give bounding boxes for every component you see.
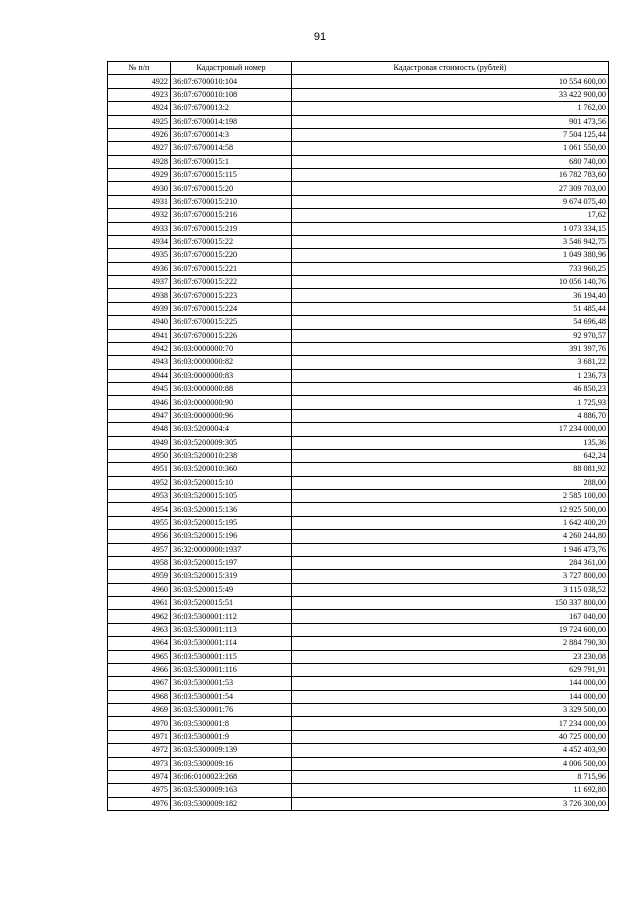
cadastral-number-cell: 36:03:0000000:90	[171, 396, 292, 409]
header-cadastral-number: Кадастровый номер	[171, 62, 292, 75]
row-number-cell: 4975	[108, 784, 171, 797]
row-number-cell: 4942	[108, 342, 171, 355]
table-row	[108, 195, 609, 208]
cadastral-value-cell: 391 397,76	[292, 342, 609, 355]
row-number-cell: 4957	[108, 543, 171, 556]
row-number-cell: 4952	[108, 476, 171, 489]
row-number-cell: 4960	[108, 583, 171, 596]
row-number-cell: 4933	[108, 222, 171, 235]
cadastral-number-cell: 36:03:5200015:10	[171, 476, 292, 489]
cadastral-number-cell: 36:03:0000000:70	[171, 342, 292, 355]
row-number-cell: 4924	[108, 102, 171, 115]
header-row-number: № п/п	[108, 62, 171, 75]
cadastral-number-cell: 36:03:5300001:115	[171, 650, 292, 663]
row-number-cell: 4926	[108, 128, 171, 141]
cadastral-number-cell: 36:03:5200015:136	[171, 503, 292, 516]
cadastral-value-cell: 733 960,25	[292, 262, 609, 275]
table-row	[108, 717, 609, 730]
cadastral-value-cell: 167 040,00	[292, 610, 609, 623]
row-number-cell: 4970	[108, 717, 171, 730]
table-row	[108, 530, 609, 543]
row-number-cell: 4955	[108, 516, 171, 529]
table-row	[108, 449, 609, 462]
cadastral-value-cell: 17 234 000,00	[292, 423, 609, 436]
row-number-cell: 4949	[108, 436, 171, 449]
cadastral-number-cell: 36:06:0100023:268	[171, 770, 292, 783]
cadastral-number-cell: 36:32:0000000:1937	[171, 543, 292, 556]
cadastral-number-cell: 36:07:6700015:225	[171, 316, 292, 329]
cadastral-value-cell: 2 884 790,30	[292, 637, 609, 650]
cadastral-number-cell: 36:03:5200015:319	[171, 570, 292, 583]
cadastral-number-cell: 36:03:5200004:4	[171, 423, 292, 436]
cadastral-number-cell: 36:03:0000000:96	[171, 409, 292, 422]
cadastral-number-cell: 36:03:5200010:238	[171, 449, 292, 462]
row-number-cell: 4971	[108, 730, 171, 743]
table-row	[108, 423, 609, 436]
cadastral-value-cell: 3 681,22	[292, 356, 609, 369]
cadastral-number-cell: 36:03:5300009:16	[171, 757, 292, 770]
table-row	[108, 182, 609, 195]
cadastral-number-cell: 36:03:5300009:139	[171, 744, 292, 757]
table-row	[108, 784, 609, 797]
table-row	[108, 744, 609, 757]
table-row	[108, 516, 609, 529]
row-number-cell: 4934	[108, 235, 171, 248]
cadastral-value-cell: 54 696,48	[292, 316, 609, 329]
cadastral-value-cell: 88 081,92	[292, 463, 609, 476]
cadastral-value-cell: 12 925 500,00	[292, 503, 609, 516]
table-row	[108, 102, 609, 115]
cadastral-number-cell: 36:07:6700015:216	[171, 209, 292, 222]
cadastral-value-cell: 1 049 380,96	[292, 249, 609, 262]
cadastral-value-cell: 1 946 473,76	[292, 543, 609, 556]
table-row	[108, 503, 609, 516]
cadastral-value-cell: 19 724 600,00	[292, 623, 609, 636]
cadastral-value-cell: 16 782 783,60	[292, 169, 609, 182]
row-number-cell: 4930	[108, 182, 171, 195]
table-row	[108, 730, 609, 743]
row-number-cell: 4968	[108, 690, 171, 703]
row-number-cell: 4940	[108, 316, 171, 329]
cadastral-value-cell: 40 725 000,00	[292, 730, 609, 743]
table-row	[108, 289, 609, 302]
cadastral-number-cell: 36:07:6700010:108	[171, 88, 292, 101]
cadastral-value-cell: 901 473,56	[292, 115, 609, 128]
table-row	[108, 770, 609, 783]
cadastral-number-cell: 36:07:6700015:223	[171, 289, 292, 302]
table-row	[108, 383, 609, 396]
cadastral-value-cell: 3 727 800,00	[292, 570, 609, 583]
cadastral-value-cell: 3 726 300,00	[292, 797, 609, 810]
table-row	[108, 543, 609, 556]
table-row	[108, 476, 609, 489]
row-number-cell: 4944	[108, 369, 171, 382]
cadastral-value-cell: 288,00	[292, 476, 609, 489]
row-number-cell: 4922	[108, 75, 171, 88]
row-number-cell: 4958	[108, 556, 171, 569]
table-body	[108, 75, 609, 811]
row-number-cell: 4973	[108, 757, 171, 770]
row-number-cell: 4963	[108, 623, 171, 636]
row-number-cell: 4956	[108, 530, 171, 543]
row-number-cell: 4974	[108, 770, 171, 783]
cadastral-value-cell: 1 073 334,15	[292, 222, 609, 235]
cadastral-number-cell: 36:07:6700013:2	[171, 102, 292, 115]
table-row	[108, 302, 609, 315]
table-row	[108, 235, 609, 248]
cadastral-number-cell: 36:03:5300001:9	[171, 730, 292, 743]
table-row	[108, 490, 609, 503]
cadastral-number-cell: 36:07:6700014:198	[171, 115, 292, 128]
row-number-cell: 4932	[108, 209, 171, 222]
row-number-cell: 4965	[108, 650, 171, 663]
cadastral-number-cell: 36:03:0000000:83	[171, 369, 292, 382]
cadastral-value-table	[107, 61, 609, 811]
cadastral-value-cell: 1 642 400,20	[292, 516, 609, 529]
table-row	[108, 128, 609, 141]
table-row	[108, 597, 609, 610]
table-row	[108, 342, 609, 355]
table-row	[108, 249, 609, 262]
header-cadastral-value: Кадастровая стоимость (рублей)	[292, 62, 609, 75]
cadastral-number-cell: 36:03:5300009:163	[171, 784, 292, 797]
cadastral-value-cell: 4 260 244,80	[292, 530, 609, 543]
cadastral-number-cell: 36:07:6700010:104	[171, 75, 292, 88]
table-row	[108, 610, 609, 623]
cadastral-number-cell: 36:07:6700015:22	[171, 235, 292, 248]
cadastral-value-cell: 27 309 703,00	[292, 182, 609, 195]
table-row	[108, 677, 609, 690]
table-row	[108, 570, 609, 583]
cadastral-number-cell: 36:03:5200009:305	[171, 436, 292, 449]
cadastral-value-cell: 17 234 000,00	[292, 717, 609, 730]
cadastral-value-cell: 17,62	[292, 209, 609, 222]
cadastral-value-cell: 92 970,57	[292, 329, 609, 342]
cadastral-value-cell: 629 791,91	[292, 663, 609, 676]
cadastral-value-cell: 10 554 600,00	[292, 75, 609, 88]
row-number-cell: 4928	[108, 155, 171, 168]
table-row	[108, 463, 609, 476]
row-number-cell: 4969	[108, 704, 171, 717]
row-number-cell: 4936	[108, 262, 171, 275]
cadastral-value-cell: 135,36	[292, 436, 609, 449]
row-number-cell: 4947	[108, 409, 171, 422]
cadastral-value-cell: 51 485,44	[292, 302, 609, 315]
row-number-cell: 4938	[108, 289, 171, 302]
cadastral-value-cell: 33 422 900,00	[292, 88, 609, 101]
cadastral-number-cell: 36:03:5300009:182	[171, 797, 292, 810]
row-number-cell: 4972	[108, 744, 171, 757]
cadastral-number-cell: 36:07:6700015:224	[171, 302, 292, 315]
table-row	[108, 356, 609, 369]
cadastral-number-cell: 36:03:5200015:197	[171, 556, 292, 569]
cadastral-value-cell: 3 329 500,00	[292, 704, 609, 717]
cadastral-value-cell: 4 452 403,90	[292, 744, 609, 757]
row-number-cell: 4925	[108, 115, 171, 128]
table-row	[108, 329, 609, 342]
row-number-cell: 4953	[108, 490, 171, 503]
table-row	[108, 262, 609, 275]
table-row	[108, 757, 609, 770]
row-number-cell: 4937	[108, 276, 171, 289]
cadastral-number-cell: 36:07:6700015:1	[171, 155, 292, 168]
row-number-cell: 4923	[108, 88, 171, 101]
cadastral-value-cell: 2 585 100,00	[292, 490, 609, 503]
cadastral-number-cell: 36:03:5300001:116	[171, 663, 292, 676]
cadastral-value-cell: 642,24	[292, 449, 609, 462]
table-header-row	[108, 62, 609, 75]
cadastral-value-cell: 150 337 800,00	[292, 597, 609, 610]
cadastral-number-cell: 36:03:5200010:360	[171, 463, 292, 476]
cadastral-number-cell: 36:03:5300001:112	[171, 610, 292, 623]
cadastral-number-cell: 36:07:6700014:58	[171, 142, 292, 155]
table-row	[108, 222, 609, 235]
row-number-cell: 4941	[108, 329, 171, 342]
row-number-cell: 4946	[108, 396, 171, 409]
row-number-cell: 4967	[108, 677, 171, 690]
row-number-cell: 4929	[108, 169, 171, 182]
table-row	[108, 142, 609, 155]
cadastral-value-cell: 1 725,93	[292, 396, 609, 409]
cadastral-number-cell: 36:07:6700015:226	[171, 329, 292, 342]
cadastral-number-cell: 36:03:5200015:49	[171, 583, 292, 596]
cadastral-number-cell: 36:07:6700014:3	[171, 128, 292, 141]
cadastral-number-cell: 36:03:5300001:113	[171, 623, 292, 636]
cadastral-number-cell: 36:07:6700015:220	[171, 249, 292, 262]
row-number-cell: 4961	[108, 597, 171, 610]
cadastral-value-cell: 284 361,00	[292, 556, 609, 569]
row-number-cell: 4927	[108, 142, 171, 155]
row-number-cell: 4959	[108, 570, 171, 583]
cadastral-value-cell: 4 886,70	[292, 409, 609, 422]
cadastral-number-cell: 36:03:5200015:51	[171, 597, 292, 610]
cadastral-value-cell: 1 061 550,00	[292, 142, 609, 155]
cadastral-number-cell: 36:07:6700015:20	[171, 182, 292, 195]
cadastral-value-cell: 680 740,00	[292, 155, 609, 168]
row-number-cell: 4964	[108, 637, 171, 650]
cadastral-number-cell: 36:07:6700015:115	[171, 169, 292, 182]
cadastral-value-cell: 3 115 038,52	[292, 583, 609, 596]
table-row	[108, 637, 609, 650]
cadastral-value-cell: 8 715,96	[292, 770, 609, 783]
cadastral-value-cell: 11 692,80	[292, 784, 609, 797]
cadastral-number-cell: 36:03:0000000:82	[171, 356, 292, 369]
table-row	[108, 75, 609, 88]
cadastral-value-cell: 23 230,08	[292, 650, 609, 663]
page-number: 91	[313, 31, 327, 43]
cadastral-number-cell: 36:07:6700015:210	[171, 195, 292, 208]
cadastral-value-cell: 9 674 075,40	[292, 195, 609, 208]
cadastral-number-cell: 36:03:5300001:114	[171, 637, 292, 650]
row-number-cell: 4951	[108, 463, 171, 476]
cadastral-value-cell: 1 762,00	[292, 102, 609, 115]
cadastral-number-cell: 36:03:5200015:105	[171, 490, 292, 503]
row-number-cell: 4976	[108, 797, 171, 810]
row-number-cell: 4943	[108, 356, 171, 369]
table-row	[108, 623, 609, 636]
cadastral-number-cell: 36:03:5300001:8	[171, 717, 292, 730]
table-row	[108, 704, 609, 717]
cadastral-number-cell: 36:03:5300001:53	[171, 677, 292, 690]
table-row	[108, 436, 609, 449]
cadastral-value-cell: 3 546 942,75	[292, 235, 609, 248]
row-number-cell: 4948	[108, 423, 171, 436]
table-row	[108, 663, 609, 676]
cadastral-number-cell: 36:03:5300001:76	[171, 704, 292, 717]
table-row	[108, 276, 609, 289]
row-number-cell: 4939	[108, 302, 171, 315]
row-number-cell: 4962	[108, 610, 171, 623]
row-number-cell: 4931	[108, 195, 171, 208]
table-row	[108, 556, 609, 569]
cadastral-number-cell: 36:03:5200015:196	[171, 530, 292, 543]
row-number-cell: 4950	[108, 449, 171, 462]
cadastral-value-cell: 4 006 500,00	[292, 757, 609, 770]
row-number-cell: 4945	[108, 383, 171, 396]
table-row	[108, 169, 609, 182]
cadastral-number-cell: 36:07:6700015:222	[171, 276, 292, 289]
table-row	[108, 88, 609, 101]
cadastral-value-cell: 144 000,00	[292, 690, 609, 703]
cadastral-number-cell: 36:03:5300001:54	[171, 690, 292, 703]
cadastral-value-cell: 7 504 125,44	[292, 128, 609, 141]
cadastral-value-cell: 46 850,23	[292, 383, 609, 396]
cadastral-number-cell: 36:03:5200015:195	[171, 516, 292, 529]
cadastral-number-cell: 36:07:6700015:221	[171, 262, 292, 275]
table-row	[108, 396, 609, 409]
row-number-cell: 4935	[108, 249, 171, 262]
cadastral-value-cell: 1 236,73	[292, 369, 609, 382]
cadastral-value-cell: 36 194,40	[292, 289, 609, 302]
table-row	[108, 209, 609, 222]
table-row	[108, 797, 609, 810]
table-row	[108, 115, 609, 128]
cadastral-value-cell: 10 056 140,76	[292, 276, 609, 289]
row-number-cell: 4954	[108, 503, 171, 516]
table-row	[108, 369, 609, 382]
table-row	[108, 316, 609, 329]
table-row	[108, 155, 609, 168]
row-number-cell: 4966	[108, 663, 171, 676]
table-row	[108, 409, 609, 422]
cadastral-number-cell: 36:07:6700015:219	[171, 222, 292, 235]
table-row	[108, 690, 609, 703]
table-row	[108, 583, 609, 596]
table-row	[108, 650, 609, 663]
cadastral-number-cell: 36:03:0000000:88	[171, 383, 292, 396]
cadastral-value-cell: 144 000,00	[292, 677, 609, 690]
